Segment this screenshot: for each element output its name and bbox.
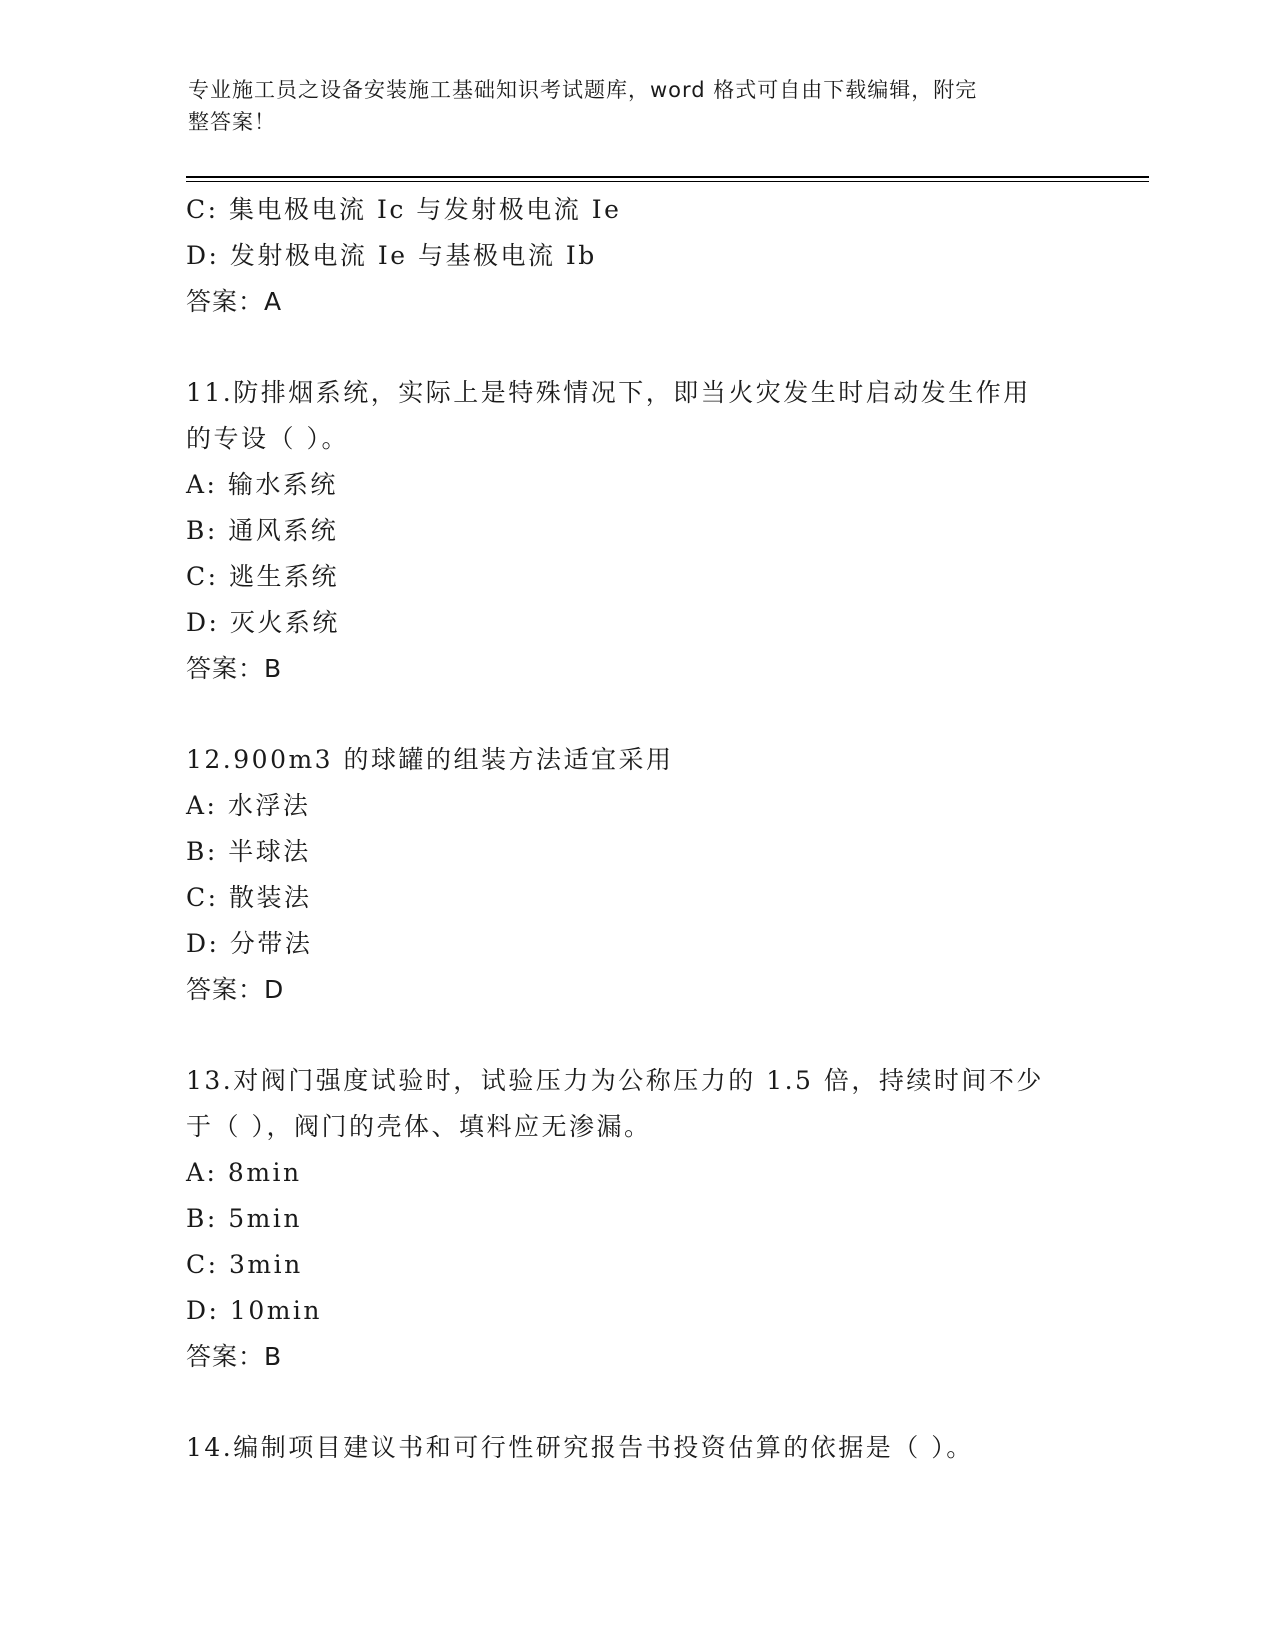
header-line-1: 专业施工员之设备安装施工基础知识考试题库，word 格式可自由下载编辑，附完 xyxy=(188,78,978,102)
option-d: D: 分带法 xyxy=(186,929,313,958)
document-header xyxy=(188,74,1068,138)
header-line-2: 整答案！ xyxy=(188,110,276,134)
option-d: D: 灭火系统 xyxy=(186,608,340,637)
question-10-fragment xyxy=(186,187,1086,325)
answer-line: 答案：B xyxy=(186,1342,283,1371)
answer-line: 答案：B xyxy=(186,654,283,683)
question-text: 11.防排烟系统，实际上是特殊情况下，即当火灾发生时启动发生作用 xyxy=(186,378,1031,407)
answer-line: 答案：D xyxy=(186,975,285,1004)
header-divider-thin xyxy=(186,181,1149,182)
option-b: B: 5min xyxy=(186,1204,302,1233)
option-a: A: 水浮法 xyxy=(186,791,311,820)
question-text: 14.编制项目建议书和可行性研究报告书投资估算的依据是（ ）。 xyxy=(186,1433,974,1462)
option-c: C: 集电极电流 Ic 与发射极电流 Ie xyxy=(186,195,622,224)
question-text: 13.对阀门强度试验时，试验压力为公称压力的 1.5 倍，持续时间不少 xyxy=(186,1066,1044,1095)
option-c: C: 3min xyxy=(186,1250,303,1279)
option-a: A: 8min xyxy=(186,1158,302,1187)
question-text: 的专设（ ）。 xyxy=(186,424,349,453)
question-12 xyxy=(186,737,1086,1013)
option-b: B: 半球法 xyxy=(186,837,311,866)
header-divider xyxy=(186,176,1149,178)
answer-line: 答案：A xyxy=(186,287,283,316)
option-c: C: 逃生系统 xyxy=(186,562,339,591)
question-text: 于（ ），阀门的壳体、填料应无渗漏。 xyxy=(186,1112,652,1141)
option-b: B: 通风系统 xyxy=(186,516,339,545)
option-d: D: 10min xyxy=(186,1296,323,1325)
question-list xyxy=(186,187,1086,1471)
option-c: C: 散装法 xyxy=(186,883,312,912)
question-13 xyxy=(186,1058,1086,1380)
question-11 xyxy=(186,370,1086,692)
option-d: D: 发射极电流 Ie 与基极电流 Ib xyxy=(186,241,597,270)
option-a: A: 输水系统 xyxy=(186,470,338,499)
question-text: 12.900m3 的球罐的组装方法适宜采用 xyxy=(186,745,674,774)
question-14 xyxy=(186,1425,1086,1471)
